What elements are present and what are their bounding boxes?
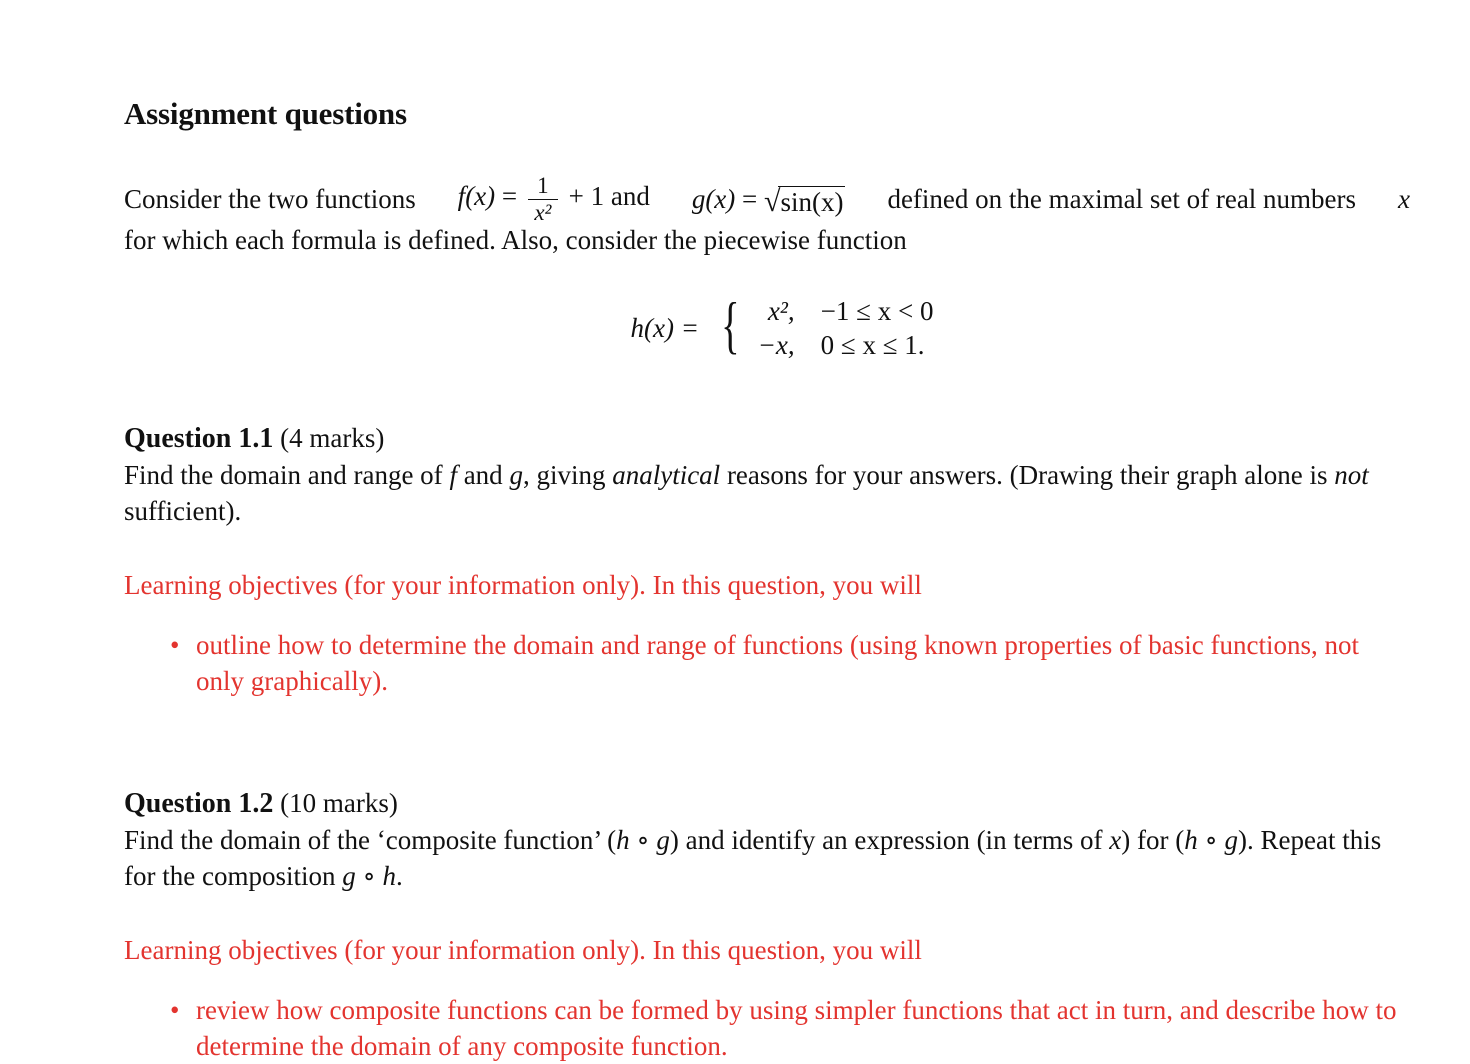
square-root-expression xyxy=(764,186,845,217)
intro-text-b: defined on the maximal set of real numbers xyxy=(887,184,1357,214)
q2-text-d: ). Repeat this for the composition xyxy=(124,825,1382,891)
q1-analytical: analytical xyxy=(612,460,721,490)
g-symbol: g xyxy=(691,184,706,214)
q1-text-a: Find the domain and range of xyxy=(124,460,450,490)
list-item xyxy=(170,627,1410,699)
q1-not: not xyxy=(1334,460,1369,490)
bullet-icon: • xyxy=(170,995,180,1025)
question-1-1-body xyxy=(124,457,1410,529)
intro-paragraph xyxy=(124,174,1410,262)
left-brace: { xyxy=(721,289,740,360)
question-1-1-heading xyxy=(124,420,1410,457)
piecewise-function xyxy=(154,288,1410,368)
q1-f: f xyxy=(449,460,457,490)
learning-objective-text: review how composite functions can be formed by using simpler functions that act in turn, and describe how to determine the domain of any composite function. xyxy=(196,995,1397,1061)
question-1-2 xyxy=(124,785,1410,1064)
q2-g-compose-h: g ∘ h xyxy=(342,861,396,891)
list-item xyxy=(170,992,1410,1064)
page-title: Assignment questions xyxy=(124,96,407,131)
radicand: sin(x) xyxy=(780,187,844,218)
learning-objectives-list-1 xyxy=(124,627,1410,699)
case-1-condition: −1 ≤ x < 0 xyxy=(820,296,934,326)
g-equals: = xyxy=(735,184,765,214)
q2-text-e: . xyxy=(395,861,403,891)
f-symbol: f xyxy=(457,181,466,212)
learning-objectives-heading-1: Learning objectives (for your information only). In this question, you will xyxy=(124,570,922,600)
q1-text-c: reasons for your answers. (Drawing their graph alone is xyxy=(720,460,1335,490)
q2-text-b: ) and identify an expression (in terms of xyxy=(669,825,1110,855)
learning-objectives-heading-2: Learning objectives (for your information only). In this question, you will xyxy=(124,935,922,965)
g-definition xyxy=(692,177,846,221)
q1-text-b: , giving xyxy=(522,460,613,490)
case-2-expression: −x, xyxy=(757,330,795,360)
q2-h-compose-g-2: h ∘ g xyxy=(1184,825,1238,855)
f-equals: = xyxy=(495,181,524,212)
learning-objective-text: outline how to determine the domain and range of functions (using known properties of basic functions, not only graphically). xyxy=(196,630,1359,696)
one-over-x-squared-fraction xyxy=(528,172,558,225)
intro-line-1 xyxy=(124,174,1410,224)
q2-h-compose-g-1: h ∘ g xyxy=(616,825,670,855)
piecewise-lhs: h(x) = xyxy=(630,313,699,343)
radical-sign: √ xyxy=(764,185,781,219)
question-1-1-marks: (4 marks) xyxy=(273,423,385,453)
question-1-1-title: Question 1.1 xyxy=(124,423,274,454)
question-1-2-heading xyxy=(124,785,1410,822)
fraction-numerator: 1 xyxy=(537,172,549,198)
q2-text-a: Find the domain of the ‘composite function’ ( xyxy=(124,825,617,855)
fraction-denominator: x² xyxy=(534,199,552,225)
question-1-2-body xyxy=(124,822,1410,894)
intro-text-a: Consider the two functions xyxy=(124,184,416,214)
q2-text-c: ) for ( xyxy=(1121,825,1185,855)
q2-x: x xyxy=(1109,825,1122,855)
question-1-2-title: Question 1.2 xyxy=(124,788,274,819)
g-arg: (x) xyxy=(705,184,736,214)
q1-and: and xyxy=(456,460,510,490)
q1-text-d: sufficient). xyxy=(124,496,242,526)
f-arg: (x) xyxy=(465,181,496,212)
f-definition xyxy=(458,174,650,223)
document-page xyxy=(124,92,1410,1064)
bullet-icon: • xyxy=(170,630,180,660)
piecewise-cases xyxy=(758,294,934,362)
var-x: x xyxy=(1398,184,1410,214)
learning-objectives-list-2 xyxy=(124,992,1410,1064)
question-1-2-marks: (10 marks) xyxy=(273,788,398,818)
question-1-1 xyxy=(124,420,1410,699)
case-1-expression: x², xyxy=(767,296,795,326)
q1-g: g xyxy=(509,460,523,490)
intro-line-2: for which each formula is defined. Also, consider the piecewise function xyxy=(124,225,907,255)
case-2-condition: 0 ≤ x ≤ 1. xyxy=(820,330,925,360)
plus-one-and: + 1 and xyxy=(561,181,650,212)
